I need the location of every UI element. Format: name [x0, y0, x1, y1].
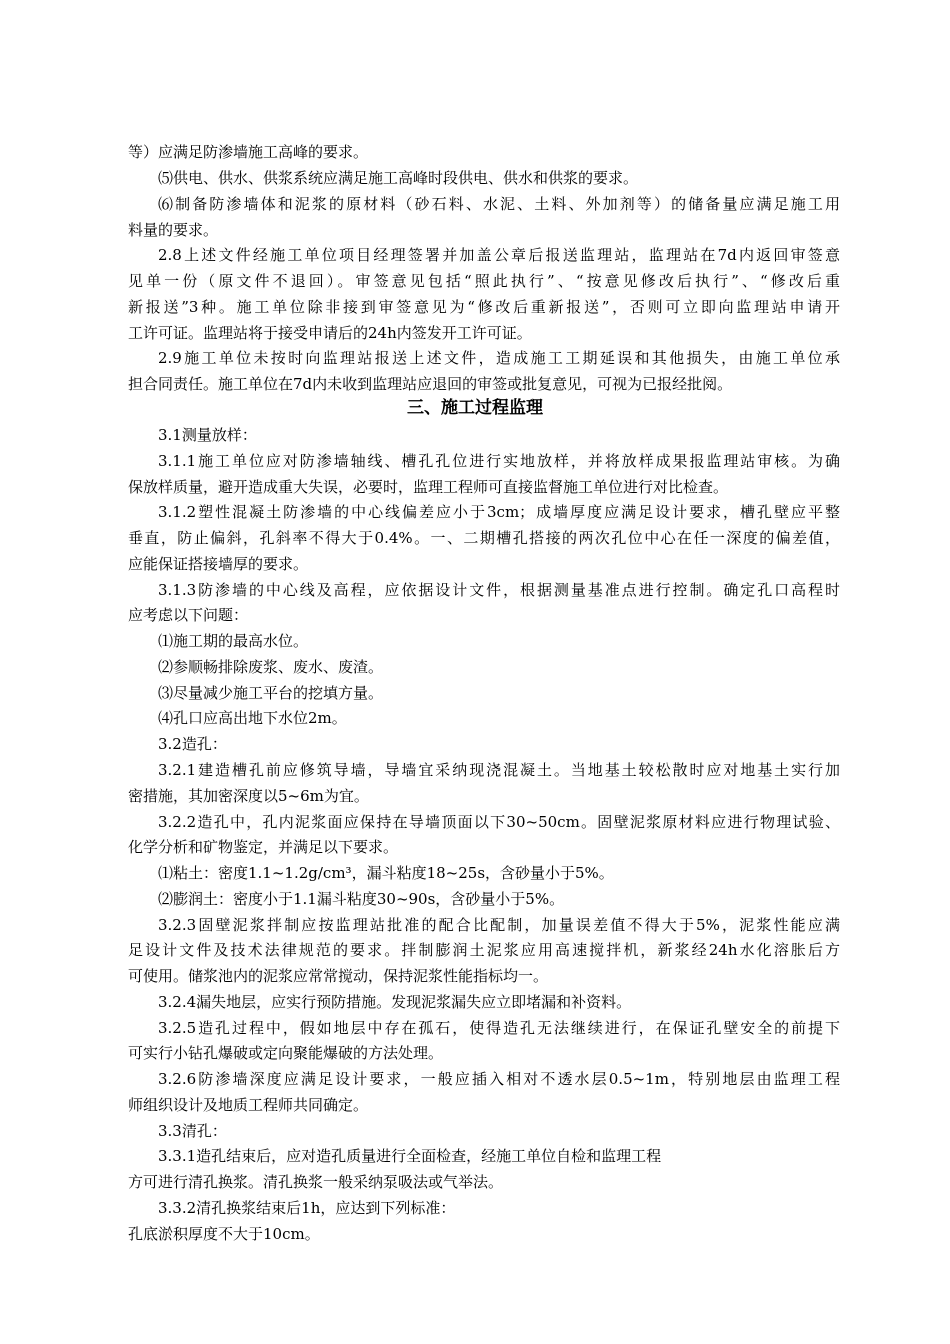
text-line: 工许可证。监理站将于接受申请后的24h内签发开工许可证。	[128, 324, 532, 342]
text-line: 2.9施工单位未按时向监理站报送上述文件，造成施工工期延误和其他损失，由施工单位承	[158, 349, 840, 367]
text-line: 方可进行清孔换浆。清孔换浆一般采纳泵吸法或气举法。	[128, 1173, 504, 1191]
text-line: 3.2.2造孔中，孔内泥浆面应保持在导墙顶面以下30~50cm。固壁泥浆原材料应进行物理试验、	[158, 813, 840, 831]
text-line: 等）应满足防渗墙施工高峰的要求。	[128, 143, 369, 161]
text-line: 3.3.2清孔换浆结束后1h，应达到下列标准：	[158, 1199, 456, 1217]
text-line: 3.2造孔：	[158, 735, 227, 753]
text-line: 3.2.1建造槽孔前应修筑导墙，导墙宜采纳现浇混凝土。当地基土较松散时应对地基土实行加	[158, 761, 840, 779]
text-line: ⑵参顺畅排除废浆、废水、废渣。	[158, 658, 384, 676]
text-line: 3.3清孔：	[158, 1122, 227, 1140]
text-line: 3.1.1施工单位应对防渗墙轴线、槽孔孔位进行实地放样，并将放样成果报监理站审核。为确	[158, 452, 840, 470]
text-line: 3.2.5造孔过程中，假如地层中存在孤石，使得造孔无法继续进行，在保证孔壁安全的前提下	[158, 1019, 840, 1037]
text-line: 孔底淤积厚度不大于10cm。	[128, 1225, 320, 1243]
text-line: 化学分析和矿物鉴定，并满足以下要求。	[128, 838, 399, 856]
text-line: ⑸供电、供水、供浆系统应满足施工高峰时段供电、供水和供浆的要求。	[158, 169, 639, 187]
text-line: 见单一份（原文件不退回）。审签意见包括“照此执行”、“按意见修改后执行”、“修改后重	[128, 272, 840, 290]
text-line: ⑹制备防渗墙体和泥浆的原材料（砂石料、水泥、土料、外加剂等）的储备量应满足施工用	[158, 195, 840, 213]
section-heading: 三、施工过程监理	[407, 398, 543, 418]
text-line: 密措施，其加密深度以5~6m为宜。	[128, 787, 369, 805]
text-line: 2.8上述文件经施工单位项目经理签署并加盖公章后报送监理站，监理站在7d内返回审签意	[158, 246, 840, 264]
text-line: 保放样质量，避开造成重大失误，必要时，监理工程师可直接监督施工单位进行对比检查。	[128, 478, 729, 496]
text-line: 3.1.2塑性混凝土防渗墙的中心线偏差应小于3cm；成墙厚度应满足设计要求，槽孔壁应平整	[158, 503, 840, 521]
text-line: 3.3.1造孔结束后，应对造孔质量进行全面检查，经施工单位自检和监理工程	[158, 1147, 662, 1165]
text-line: 3.2.4漏失地层，应实行预防措施。发现泥浆漏失应立即堵漏和补资料。	[158, 993, 632, 1011]
text-line: ⑴粘土：密度1.1~1.2g/cm³，漏斗粘度18~25s，含砂量小于5%。	[158, 864, 614, 882]
text-line: 担合同责任。施工单位在7d内未收到监理站应退回的审签或批复意见，可视为已报经批阅。	[128, 375, 733, 393]
text-line: ⑷孔口应高出地下水位2m。	[158, 709, 347, 727]
text-line: 3.2.3固壁泥浆拌制应按监理站批准的配合比配制，加量误差值不得大于5%，泥浆性能应满	[158, 916, 840, 934]
text-line: ⑵膨润土：密度小于1.1漏斗粘度30~90s，含砂量小于5%。	[158, 890, 565, 908]
text-line: ⑶尽量减少施工平台的挖填方量。	[158, 684, 384, 702]
text-line: ⑴施工期的最高水位。	[158, 632, 309, 650]
text-line: 可使用。储浆池内的泥浆应常常搅动，保持泥浆性能指标均一。	[128, 967, 549, 985]
text-line: 应能保证搭接墙厚的要求。	[128, 555, 309, 573]
text-line: 3.1.3防渗墙的中心线及高程，应依据设计文件，根据测量基准点进行控制。确定孔口高程时	[158, 581, 840, 599]
text-line: 师组织设计及地质工程师共同确定。	[128, 1096, 369, 1114]
text-line: 垂直，防止偏斜，孔斜率不得大于0.4%。一、二期槽孔搭接的两次孔位中心在任一深度的偏差值，	[128, 529, 840, 547]
text-line: 可实行小钻孔爆破或定向聚能爆破的方法处理。	[128, 1044, 444, 1062]
text-line: 应考虑以下问题：	[128, 606, 249, 624]
text-line: 料量的要求。	[128, 221, 219, 239]
text-line: 3.2.6防渗墙深度应满足设计要求，一般应插入相对不透水层0.5~1m，特别地层由监理工程	[158, 1070, 840, 1088]
text-line: 新报送”3种。施工单位除非接到审签意见为“修改后重新报送”，否则可立即向监理站申请开	[128, 298, 840, 316]
text-line: 足设计文件及技术法律规范的要求。拌制膨润土泥浆应用高速搅拌机，新浆经24h水化溶胀后方	[128, 941, 840, 959]
text-line: 3.1测量放样：	[158, 426, 257, 444]
